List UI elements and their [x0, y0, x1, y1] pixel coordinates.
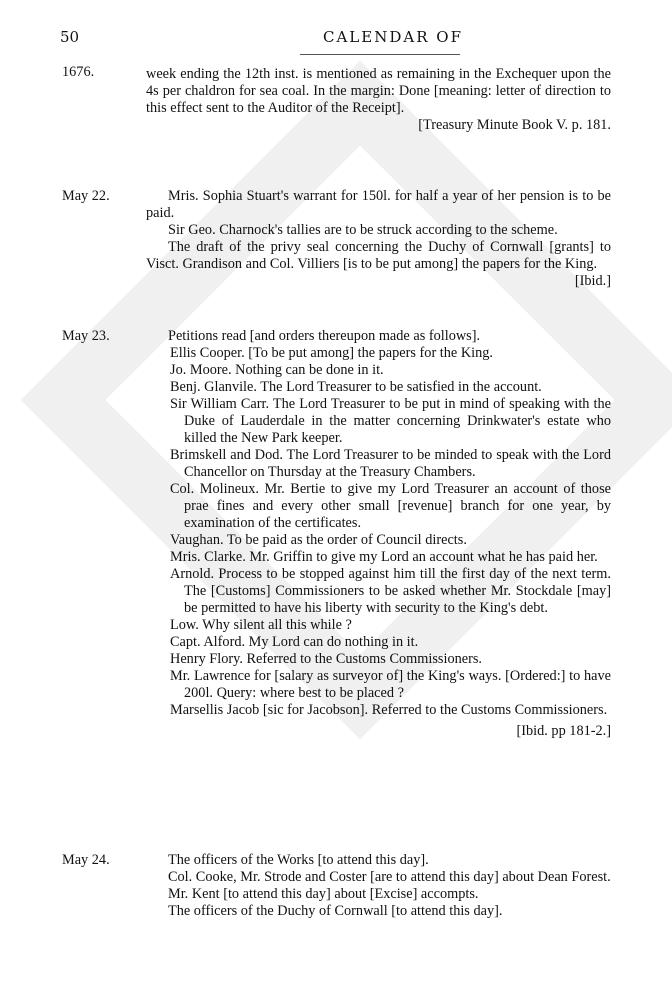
- petition-item: Brimskell and Dod. The Lord Treasurer to be minded to speak with the Lord Chancellor on Thursday at the Treasury Chambers.: [170, 447, 611, 480]
- petition-item: Capt. Alford. My Lord can do nothing in it.: [170, 634, 419, 650]
- petition-item: Marsellis Jacob [sic for Jacobson]. Referred to the Customs Commissioners.: [170, 702, 608, 718]
- entry-date: May 24.: [62, 852, 110, 868]
- petition-item: Henry Flory. Referred to the Customs Commissioners.: [170, 651, 482, 667]
- entry-paragraph: Sir Geo. Charnock's tallies are to be struck according to the scheme.: [168, 222, 558, 238]
- petition-item: Vaughan. To be paid as the order of Council directs.: [170, 532, 467, 548]
- entry-date: May 22.: [62, 188, 110, 204]
- petition-item: Low. Why silent all this while ?: [170, 617, 352, 633]
- source-reference: [Treasury Minute Book V. p. 181.: [418, 117, 611, 133]
- entry-may-23: [146, 328, 611, 740]
- petition-item: Benj. Glanvile. The Lord Treasurer to be satisfied in the account.: [170, 379, 542, 395]
- source-reference: [Ibid. pp 181-2.]: [516, 723, 611, 739]
- entry-paragraph: Col. Cooke, Mr. Strode and Coster [are to attend this day] about Dean Forest.: [168, 869, 611, 885]
- source-reference: [Ibid.]: [574, 273, 611, 289]
- entry-lead: Petitions read [and orders thereupon made as follows].: [168, 328, 481, 344]
- petition-item: Mr. Lawrence for [salary as surveyor of] the King's ways. [Ordered:] to have 200l. Query: where best to be placed ?: [170, 668, 611, 701]
- entry-may-24: [146, 852, 611, 920]
- entry-paragraph: The draft of the privy seal concerning the Duchy of Cornwall [grants] to Visct. Grandison and Col. Villiers [is to be put among] the papers for the King.: [146, 239, 611, 272]
- entry-paragraph: Mr. Kent [to attend this day] about [Excise] accompts.: [168, 886, 479, 902]
- entry-lead: The officers of the Works [to attend this day].: [168, 852, 429, 868]
- header-rule: [300, 54, 460, 55]
- petition-item: Sir William Carr. The Lord Treasurer to be put in mind of speaking with the Duke of Lauderdale in the matter concerning Drinkwater's estate who killed the New Park keeper.: [170, 396, 611, 446]
- entry-date: May 23.: [62, 328, 110, 344]
- petition-item: Col. Molineux. Mr. Bertie to give my Lord Treasurer an account of those prae fines and every other small [revenue] branch for one year, by examination of the certificates.: [170, 481, 611, 531]
- entry-paragraph: The officers of the Duchy of Cornwall [to attend this day].: [168, 903, 503, 919]
- petition-item: Arnold. Process to be stopped against him till the first day of the next term. The [Customs] Commissioners to be asked whether Mr. Stockdale [may] be permitted to have his liberty with security to the King's debt.: [170, 566, 611, 616]
- running-title: CALENDAR OF: [323, 28, 463, 46]
- page-number: 50: [60, 28, 80, 46]
- petition-item: Mris. Clarke. Mr. Griffin to give my Lord an account what he has paid her.: [170, 549, 598, 565]
- petition-item: Jo. Moore. Nothing can be done in it.: [170, 362, 384, 378]
- entry-date: 1676.: [62, 64, 95, 80]
- entry-paragraph: week ending the 12th inst. is mentioned as remaining in the Exchequer upon the 4s per chaldron for sea coal. In the margin: Done [meaning: letter of direction to this effect sent to the Auditor of the Receipt].: [146, 66, 611, 116]
- petition-item: Ellis Cooper. [To be put among] the papers for the King.: [170, 345, 493, 361]
- entry-may-22: [146, 188, 611, 290]
- entry-1676: [146, 66, 611, 134]
- entry-paragraph: Mris. Sophia Stuart's warrant for 150l. for half a year of her pension is to be paid.: [146, 188, 611, 221]
